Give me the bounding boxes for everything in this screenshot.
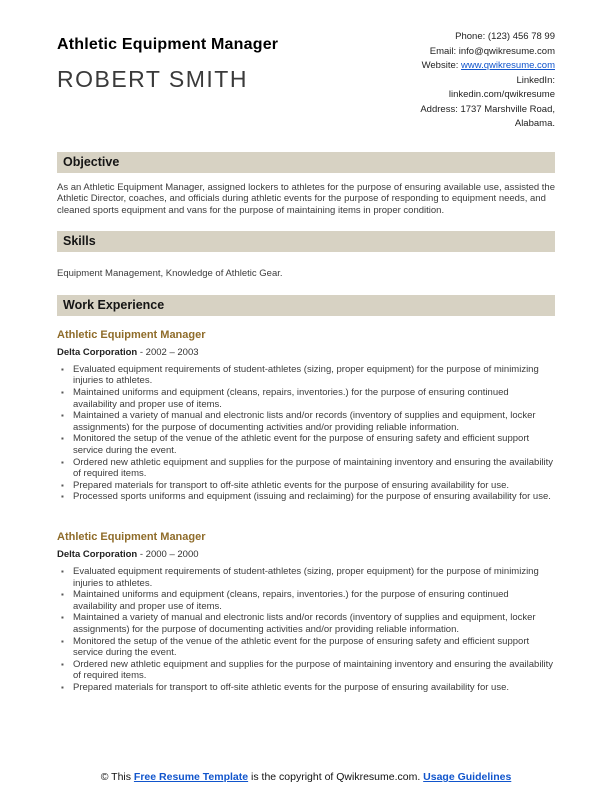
job-meta [57, 347, 555, 358]
company-name: Delta Corporation [57, 549, 138, 560]
candidate-name: ROBERT SMITH [57, 66, 248, 92]
job-bullet: ▪ Evaluated equipment requirements of student-athletes (sizing, proper equipment) for the purpose of minimizing injuries to athletes. [57, 566, 555, 589]
free-resume-template-link[interactable]: Free Resume Template [133, 771, 249, 783]
footer-copyright [84, 770, 529, 784]
job-meta [57, 549, 555, 560]
header-titles [57, 30, 278, 132]
job-bullet-list [57, 364, 555, 503]
website-label: Website: [421, 60, 462, 71]
job-bullet: ▪ Evaluated equipment requirements of student-athletes (sizing, proper equipment) for the purpose of minimizing injuries to athletes. [57, 364, 555, 387]
usage-guidelines-link[interactable]: Usage Guidelines [423, 771, 512, 783]
job-bullet: ▪ Ordered new athletic equipment and supplies for the purpose of maintaining inventory and ensuring the availability of required items. [57, 659, 555, 682]
job-bullet: ▪ Ordered new athletic equipment and supplies for the purpose of maintaining inventory and ensuring the availability of required items. [57, 457, 555, 480]
job-entry [57, 329, 555, 503]
email-line: Email: info@qwikresume.com [429, 45, 555, 57]
job-entry [57, 531, 555, 694]
section-header-objective: Objective [57, 152, 555, 173]
footer [0, 770, 612, 784]
job-dates: - 2000 – 2000 [139, 549, 199, 560]
job-bullet: ▪ Processed sports uniforms and equipment (issuing and reclaiming) for the purpose of ensuring availability for use. [57, 491, 555, 503]
resume-job-title: Athletic Equipment Manager [57, 36, 279, 53]
company-name: Delta Corporation [57, 346, 138, 358]
linkedin-label: LinkedIn: [516, 74, 555, 86]
section-header-work-experience: Work Experience [57, 295, 555, 316]
job-bullet: ▪ Prepared materials for transport to off-site athletic events for the purpose of ensuring availability for use. [57, 480, 555, 492]
job-dates: - 2002 – 2003 [139, 346, 199, 358]
job-title: Athletic Equipment Manager [57, 531, 206, 543]
footer-prefix: © This [100, 771, 134, 783]
job-bullet: ▪ Monitored the setup of the venue of the athletic event for the purpose of ensuring safety and efficient support service during the event. [57, 636, 555, 659]
linkedin-value: linkedin.com/qwikresume [448, 89, 555, 100]
header [57, 30, 555, 132]
footer-middle: is the copyright of Qwikresume.com. [248, 771, 424, 783]
job-bullet: ▪ Maintained a variety of manual and electronic lists and/or records (inventory of supplies and equipment, locker assignments) for the purpose of documenting activities and/or providing reliable information. [57, 612, 555, 635]
job-bullet: ▪ Maintained uniforms and equipment (cleans, repairs, inventories.) for the purpose of ensuring continued availability and proper use of items. [57, 387, 555, 410]
skills-text: Equipment Management, Knowledge of Athletic Gear. [57, 268, 283, 280]
contact-info [420, 30, 555, 132]
address-line-1: Address: 1737 Marshville Road, [420, 103, 555, 115]
address-line-2: Alabama. [514, 118, 555, 129]
section-header-skills: Skills [57, 231, 555, 252]
job-title: Athletic Equipment Manager [57, 328, 206, 341]
job-bullet: ▪ Prepared materials for transport to off-site athletic events for the purpose of ensuring availability for use. [57, 682, 555, 694]
objective-text: As an Athletic Equipment Manager, assigned lockers to athletes for the purpose of ensuring available use, assisted the Athletic Director, coaches, and officials during athletic events for the purpose of responding to equipment needs, and cleaned sports equipment and vans for the purpose of maintaining items in proper condition. [57, 181, 555, 216]
website-line [420, 59, 555, 74]
job-bullet: ▪ Maintained uniforms and equipment (cleans, repairs, inventories.) for the purpose of ensuring continued availability and proper use of items. [57, 589, 555, 612]
phone-line: Phone: (123) 456 78 99 [455, 31, 555, 42]
job-bullet: ▪ Monitored the setup of the venue of the athletic event for the purpose of ensuring safety and efficient support service during the event. [57, 433, 555, 456]
job-bullet: ▪ Maintained a variety of manual and electronic lists and/or records (inventory of supplies and equipment, locker assignments) for the purpose of documenting activities and/or providing reliable information. [57, 410, 555, 433]
job-bullet-list [57, 566, 555, 694]
website-link[interactable]: www.qwikresume.com [461, 60, 555, 71]
